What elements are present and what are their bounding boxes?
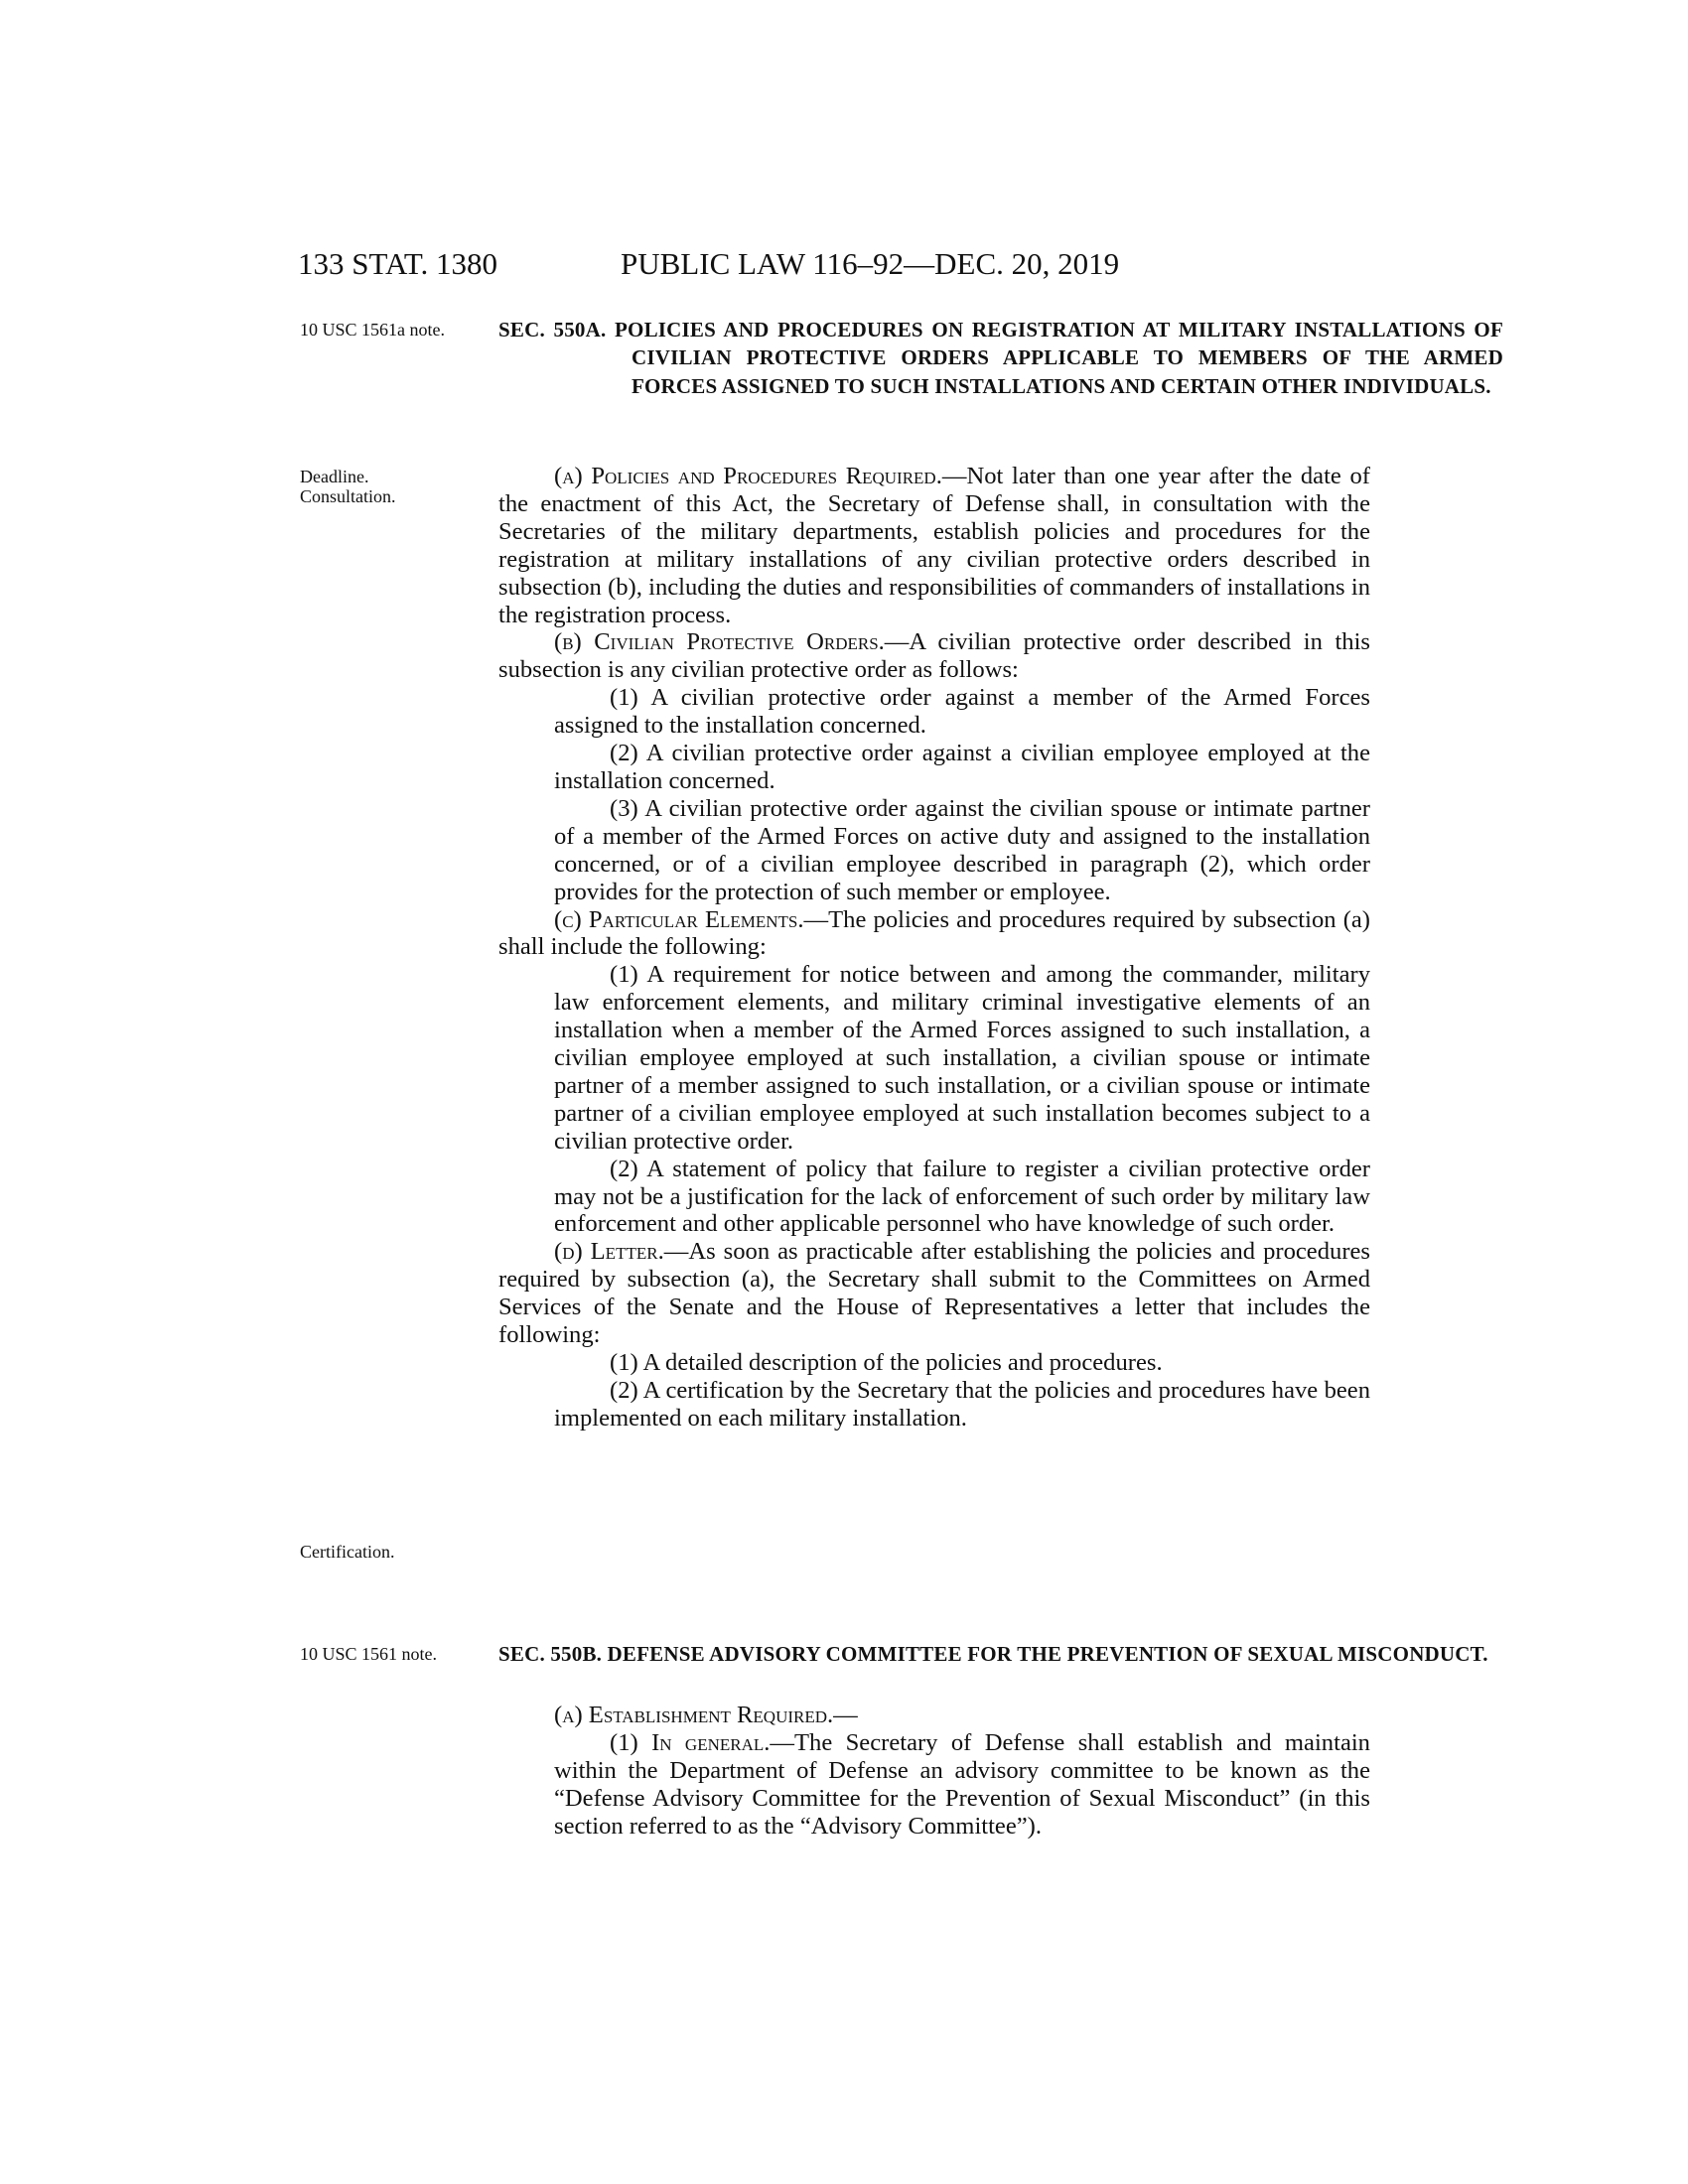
paragraph-d1: (1) A detailed description of the policies and procedures. xyxy=(610,1349,1163,1376)
subsection-c xyxy=(498,906,1370,962)
section-550a-body xyxy=(498,463,1370,1433)
paragraph-c2: (2) A statement of policy that failure to register a civilian protective order may not be a justification for the lack of enforcement of such order by military law enforcement and other applicable personnel who have knowledge of such order. xyxy=(554,1155,1370,1238)
subsection-b-text: —A civilian protective order described in this subsection is any civilian protective order as follows: xyxy=(498,628,1370,684)
subsection-a-text: —Not later than one year after the date of the enactment of this Act, the Secretary of Defense shall, in consultation with the Secretaries of the military departments, establish policies and procedures for the registration at military installations of any civilian protective orders described in subsection (b), including the duties and responsibilities of commanders of installations in the registration process. xyxy=(498,463,1370,628)
public-law-title: PUBLIC LAW 116–92—DEC. 20, 2019 xyxy=(621,246,1120,281)
paragraph-b3: (3) A civilian protective order against the civilian spouse or intimate partner of a member of the Armed Forces on active duty and assigned to the installation concerned, or of a civilian employee described in paragraph (2), which order provides for the protection of such member or employee. xyxy=(554,794,1370,905)
subsection-550b-a-dash: — xyxy=(833,1702,858,1728)
subsection-c-text: —The policies and procedures required by subsection (a) shall include the following: xyxy=(498,905,1370,961)
paragraph-550b-a1 xyxy=(498,1729,1370,1841)
subsection-d xyxy=(498,1238,1370,1349)
section-550b-body xyxy=(498,1702,1370,1841)
margin-note-usc-1561a: 10 USC 1561a note. xyxy=(300,320,445,340)
subsection-b-heading: (b) Civilian Protective Orders. xyxy=(554,628,885,656)
subsection-550b-a-heading: (a) Establishment Required. xyxy=(554,1702,834,1728)
subsection-550b-a xyxy=(498,1702,1370,1729)
margin-note-deadline-consultation: Deadline. Consultation. xyxy=(300,467,396,506)
page-header xyxy=(298,246,1390,286)
subsection-c-heading: (c) Particular Elements. xyxy=(554,905,804,933)
paragraph-d2: (2) A certification by the Secretary that the policies and procedures have been implemented on each military installation. xyxy=(554,1376,1370,1432)
subsection-d-heading: (d) Letter. xyxy=(554,1238,664,1266)
paragraph-550b-a1-text: —The Secretary of Defense shall establish and maintain within the Department of Defense an advisory committee to be known as the “Defense Advisory Committee for the Prevention of Sexual Misconduct” (in this section referred to as the “Advisory Committee”). xyxy=(554,1728,1370,1840)
stat-page-number: 133 STAT. 1380 xyxy=(298,246,498,281)
subsection-b xyxy=(498,628,1370,684)
section-550b-heading: SEC. 550B. DEFENSE ADVISORY COMMITTEE FOR THE PREVENTION OF SEXUAL MISCONDUCT. xyxy=(498,1642,1488,1666)
paragraph-b2: (2) A civilian protective order against a civilian employee employed at the installation concerned. xyxy=(554,740,1370,794)
subsection-a-heading: (a) Policies and Procedures Required. xyxy=(554,463,942,489)
section-550a-heading: SEC. 550A. POLICIES AND PROCEDURES ON REGISTRATION AT MILITARY INSTALLATIONS OF CIVILIAN PROTECTIVE ORDERS APPLICABLE TO MEMBERS OF THE ARMED FORCES ASSIGNED TO SUCH INSTALLATIONS AND CERTAIN OTHER INDIVIDUALS. xyxy=(498,318,1503,398)
paragraph-b1: (1) A civilian protective order against a member of the Armed Forces assigned to the installation concerned. xyxy=(554,684,1370,740)
subsection-d-text: —As soon as practicable after establishing the policies and procedures required by subsection (a), the Secretary shall submit to the Committees on Armed Services of the Senate and the House of Representatives a letter that includes the following: xyxy=(498,1238,1370,1349)
margin-note-certification: Certification. xyxy=(300,1542,395,1562)
paragraph-550b-a1-heading: (1) In general. xyxy=(610,1728,771,1756)
subsection-a xyxy=(498,463,1370,628)
paragraph-c1: (1) A requirement for notice between and among the commander, military law enforcement elements, and military criminal investigative elements of an installation when a member of the Armed Forces assigned to such installation, a civilian employee employed at such installation, a civilian spouse or intimate partner of a member assigned to such installation, or a civilian spouse or intimate partner of a civilian employee employed at such installation becomes subject to a civilian protective order. xyxy=(554,961,1370,1155)
margin-note-usc-1561: 10 USC 1561 note. xyxy=(300,1644,438,1664)
